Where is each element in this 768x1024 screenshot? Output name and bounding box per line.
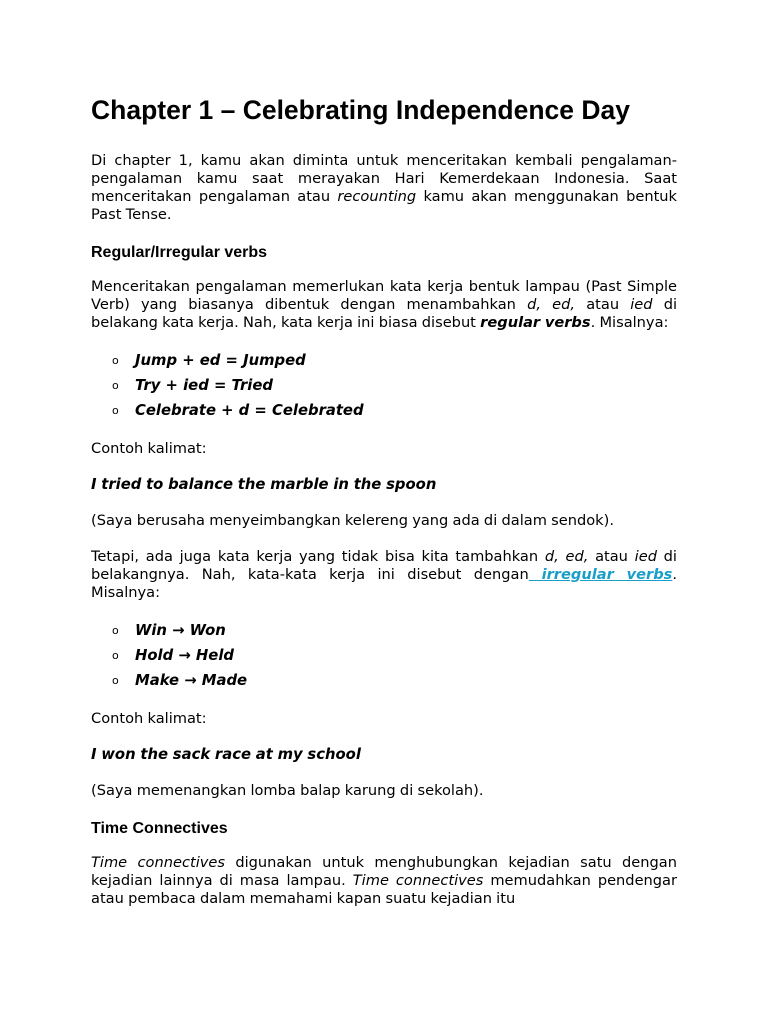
irregular-verbs-paragraph: Tetapi, ada juga kata kerja yang tidak bisa kita tambahkan d, ed, atau ied di belakangnya. Nah, kata-kata kerja ini disebut dengan irregular verbs. Misalnya: — [91, 548, 677, 601]
irregular-verbs-link[interactable]: irregular verbs — [528, 566, 673, 583]
bullet-mark: o — [112, 404, 119, 417]
regular-verbs-paragraph: Menceritakan pengalaman memerlukan kata kerja bentuk lampau (Past Simple Verb) yang biasanya dibentuk dengan menambahkan d, ed, atau ied di belakang kata kerja. Nah, kata kerja ini biasa disebut regular verbs. Misalnya: — [91, 278, 678, 331]
example-sentence: I won the sack race at my school — [91, 746, 361, 763]
intro-paragraph: Di chapter 1, kamu akan diminta untuk menceritakan kembali pengalaman-pengalaman kamu saat merayakan Hari Kemerdekaan Indonesia. Saat menceritakan pengalaman atau recounting kamu akan menggunakan bentuk Past Tense. — [91, 152, 678, 223]
example-sentence: I tried to balance the marble in the spoon — [91, 476, 437, 493]
bullet-mark: o — [112, 649, 119, 662]
regular-verbs-heading: Regular/Irregular verbs — [91, 244, 268, 261]
list-item: o Make → Made — [91, 668, 677, 693]
time-connectives-paragraph: Time connectives digunakan untuk menghubungkan kejadian satu dengan kejadian lainnya di masa lampau. Time connectives memudahkan pendengar atau pembaca dalam memahami kapan suatu kejadian itu — [91, 854, 678, 907]
list-item: o Hold → Held — [91, 643, 677, 668]
example-translation: (Saya berusaha menyeimbangkan kelereng yang ada di dalam sendok). — [91, 512, 614, 529]
irregular-verbs-list — [91, 618, 677, 693]
example-label: Contoh kalimat: — [91, 710, 207, 727]
bullet-mark: o — [112, 379, 119, 392]
document-body — [91, 92, 677, 908]
list-item: o Celebrate + d = Celebrated — [91, 398, 677, 423]
bullet-mark: o — [112, 674, 119, 687]
chapter-title: Chapter 1 – Celebrating Independence Day — [91, 95, 630, 125]
example-label: Contoh kalimat: — [91, 440, 207, 457]
bullet-mark: o — [112, 354, 119, 367]
bullet-mark: o — [112, 624, 119, 637]
time-connectives-heading: Time Connectives — [91, 820, 228, 837]
list-item: o Win → Won — [91, 618, 677, 643]
example-translation: (Saya memenangkan lomba balap karung di sekolah). — [91, 782, 484, 799]
list-item: o Jump + ed = Jumped — [91, 348, 677, 373]
regular-verbs-list — [91, 348, 677, 423]
list-item: o Try + ied = Tried — [91, 373, 677, 398]
